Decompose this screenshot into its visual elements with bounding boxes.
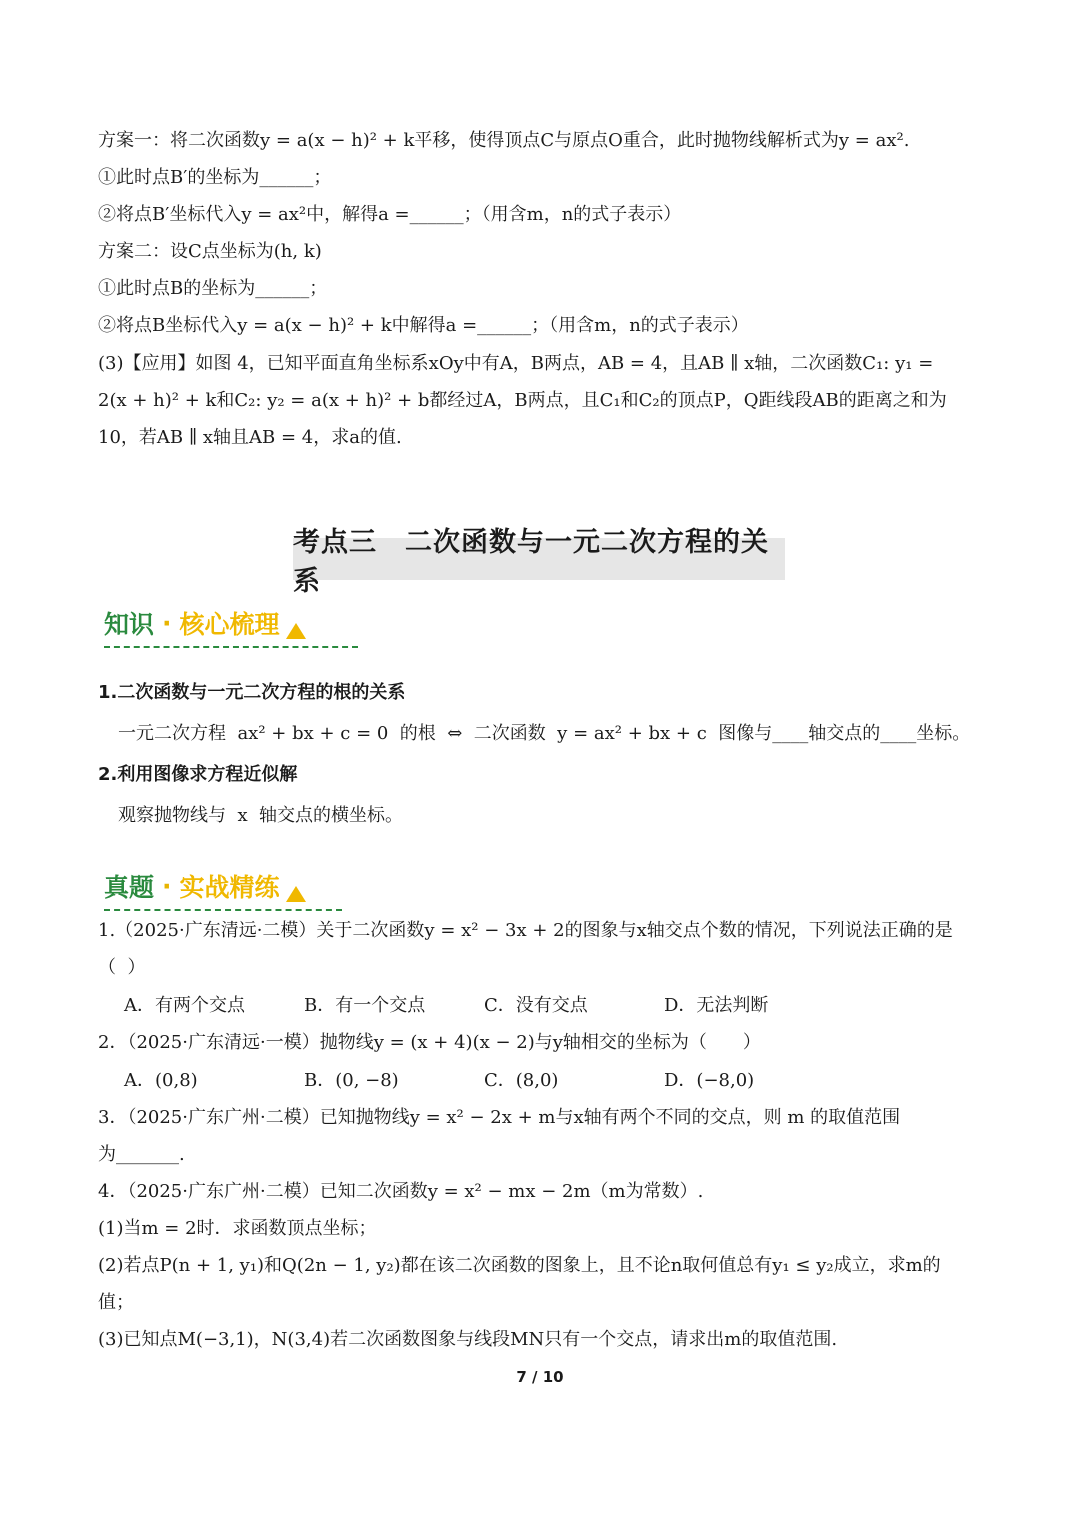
- text-line: 方案二：设C点坐标为(h, k): [98, 241, 322, 262]
- knowledge-heading-2: 2.利用图像求方程近似解: [98, 764, 298, 785]
- question-3: 3．（2025·广东广州·二模）已知抛物线y = x² − 2x + m与x轴有两个不同的交点，则 m 的取值范围: [98, 1107, 901, 1128]
- banner-part2: 核心梳理: [179, 610, 280, 639]
- banner-core-review: [104, 600, 306, 646]
- text-line: 方案一：将二次函数y = a(x − h)² + k平移，使得顶点C与原点O重合，此时抛物线解析式为y = ax².: [98, 130, 910, 151]
- text-line: ②将点B坐标代入y = a(x − h)² + k中解得a =______；（用含m，n的式子表示）: [98, 315, 749, 336]
- question-2: 2．（2025·广东清远·一模）抛物线y = (x + 4)(x − 2)与y轴相交的坐标为（ ）: [98, 1032, 761, 1053]
- option-a: A．有两个交点: [124, 995, 245, 1016]
- section-title: 考点三 二次函数与一元二次方程的关系: [293, 538, 785, 580]
- question-3-cont: 为_______.: [98, 1144, 185, 1165]
- banner-underline: [104, 909, 342, 911]
- text-line: 2(x + h)² + k和C₂: y₂ = a(x + h)² + b都经过A，B两点，且C₁和C₂的顶点P，Q距线段AB的距离之和为: [98, 390, 947, 411]
- option-d: D．无法判断: [664, 995, 769, 1016]
- text-line: ②将点B′坐标代入y = ax²中，解得a =______；（用含m，n的式子表示）: [98, 204, 682, 225]
- text-line: 10，若AB ∥ x轴且AB = 4，求a的值.: [98, 427, 402, 448]
- banner-part1: 知识: [104, 610, 155, 639]
- option-b: B．有一个交点: [304, 995, 426, 1016]
- question-4-part2: (2)若点P(n + 1, y₁)和Q(2n − 1, y₂)都在该二次函数的图象上，且不论n取何值总有y₁ ≤ y₂成立，求m的: [98, 1255, 941, 1276]
- option-b: B．(0, −8): [304, 1070, 399, 1091]
- banner-dot: ·: [162, 608, 172, 638]
- text-line: ①此时点B的坐标为______；: [98, 278, 328, 299]
- question-2-options: [124, 1068, 844, 1094]
- option-c: C．没有交点: [484, 995, 588, 1016]
- triangle-icon: [286, 886, 306, 902]
- text-line: (3)【应用】如图 4，已知平面直角坐标系xOy中有A，B两点，AB = 4，且AB ∥ x轴，二次函数C₁: y₁ =: [98, 353, 934, 374]
- triangle-icon: [286, 623, 306, 639]
- question-1: 1.（2025·广东清远·二模）关于二次函数y = x² − 3x + 2的图象与x轴交点个数的情况，下列说法正确的是: [98, 920, 953, 941]
- question-4-part2-cont: 值；: [98, 1292, 134, 1313]
- banner-part2: 实战精练: [179, 873, 280, 902]
- text-line: ①此时点B′的坐标为______；: [98, 167, 332, 188]
- option-d: D．(−8,0): [664, 1070, 755, 1091]
- question-4-part3: (3)已知点M(−3,1)，N(3,4)若二次函数图象与线段MN只有一个交点，请求出m的取值范围.: [98, 1329, 838, 1350]
- question-4: 4．（2025·广东广州·二模）已知二次函数y = x² − mx − 2m（m为常数）.: [98, 1181, 704, 1202]
- knowledge-text-2: 观察抛物线与 x 轴交点的横坐标。: [118, 805, 404, 826]
- option-c: C．(8,0): [484, 1070, 559, 1091]
- question-1-options: [124, 993, 844, 1019]
- option-a: A．(0,8): [124, 1070, 198, 1091]
- banner-underline: [104, 646, 358, 648]
- knowledge-text-1: 一元二次方程 ax² + bx + c = 0 的根 ⇔ 二次函数 y = ax² + bx + c 图像与____轴交点的____坐标。: [118, 723, 971, 744]
- banner-part1: 真题: [104, 873, 155, 902]
- question-1-bracket: （ ）: [98, 957, 146, 978]
- knowledge-heading-1: 1.二次函数与一元二次方程的根的关系: [98, 682, 406, 703]
- page-number: 7 / 10: [516, 1368, 564, 1386]
- question-4-part1: (1)当m = 2时．求函数顶点坐标；: [98, 1218, 377, 1239]
- banner-dot: ·: [162, 871, 172, 901]
- banner-practice: [104, 863, 306, 909]
